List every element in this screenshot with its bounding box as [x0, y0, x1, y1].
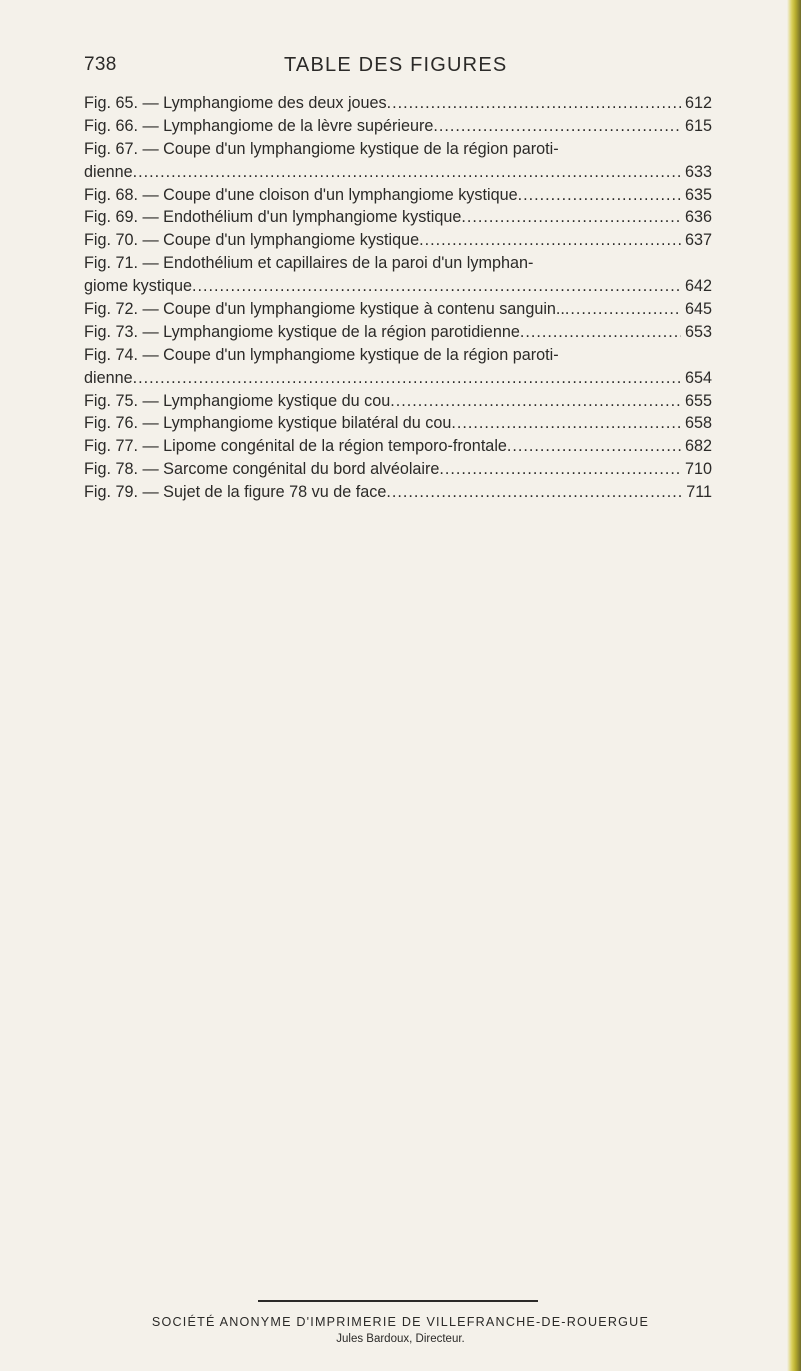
figure-entry-label: dienne — [84, 368, 133, 387]
figure-entry-label: Fig. 73. — Lymphangiome kystique de la région parotidienne — [84, 322, 520, 341]
dot-leader — [133, 369, 681, 388]
figure-entry — [84, 163, 712, 186]
dot-leader — [518, 186, 681, 205]
figure-entry — [84, 323, 712, 346]
figure-entry — [84, 483, 712, 506]
dot-leader — [451, 414, 681, 433]
figure-entry-label: Fig. 68. — Coupe d'une cloison d'un lymphangiome kystique — [84, 185, 518, 204]
dot-leader — [439, 460, 681, 479]
figure-entry — [84, 254, 712, 277]
figure-entry — [84, 117, 712, 140]
figure-entry-page: 642 — [684, 277, 712, 296]
figure-entry — [84, 346, 712, 369]
figure-entry-page: 710 — [684, 460, 712, 479]
imprint-line2: Jules Bardoux, Directeur. — [336, 1333, 465, 1345]
figure-entry — [84, 369, 712, 392]
figure-entry-label: Fig. 71. — Endothélium et capillaires de la paroi d'un lymphan- — [84, 254, 534, 273]
figure-entry — [84, 208, 712, 231]
figure-entry-page: 633 — [684, 162, 712, 181]
figure-entry-label: Fig. 65. — Lymphangiome des deux joues — [84, 94, 387, 112]
page-edge — [787, 0, 801, 1371]
imprint-line1: SOCIÉTÉ ANONYME D'IMPRIMERIE DE VILLEFRANCHE-DE-ROUERGUE — [151, 1315, 650, 1329]
figure-entry — [84, 460, 712, 483]
figure-entry-label: giome kystique — [84, 277, 192, 296]
dot-leader — [565, 300, 681, 319]
dot-leader — [387, 94, 681, 113]
figure-entry-page: 612 — [684, 94, 712, 112]
figure-entry-page: 615 — [684, 116, 712, 135]
figure-entry-label: Fig. 67. — Coupe d'un lymphangiome kystique de la région paroti- — [84, 139, 559, 158]
figure-entry-page: 655 — [684, 391, 712, 410]
figure-entry-page: 636 — [684, 208, 712, 227]
figure-entry — [84, 414, 712, 437]
dot-leader — [133, 163, 681, 182]
figure-entry — [84, 437, 712, 460]
dot-leader — [507, 437, 681, 456]
figure-entry — [84, 94, 712, 117]
figure-entry — [84, 392, 712, 415]
figure-entry-label: Fig. 66. — Lymphangiome de la lèvre supérieure — [84, 116, 434, 135]
figure-entry-label: Fig. 77. — Lipome congénital de la région temporo-frontale — [84, 437, 507, 456]
figure-entry-label: Fig. 75. — Lymphangiome kystique du cou — [84, 391, 391, 410]
figure-entry-page: 653 — [684, 322, 712, 341]
figure-list — [84, 94, 712, 506]
dot-leader — [433, 117, 681, 136]
figure-entry-label: Fig. 78. — Sarcome congénital du bord alvéolaire — [84, 460, 440, 479]
figure-entry — [84, 277, 712, 300]
figure-entry-label: dienne — [84, 162, 133, 181]
figure-entry — [84, 300, 712, 323]
dot-leader — [461, 208, 681, 227]
figure-entry-page: 654 — [684, 368, 712, 387]
figure-entry-label: Fig. 70. — Coupe d'un lymphangiome kystique — [84, 231, 420, 250]
figure-entry-page: 658 — [684, 414, 712, 433]
figure-entry-page: 637 — [684, 231, 712, 250]
figure-entry — [84, 186, 712, 209]
figure-entry-page: 711 — [686, 483, 712, 502]
figure-entry-label: Fig. 74. — Coupe d'un lymphangiome kystique de la région paroti- — [84, 345, 559, 364]
running-title: TABLE DES FIGURES — [284, 54, 508, 76]
dot-leader — [419, 231, 681, 250]
figure-entry — [84, 140, 712, 163]
dot-leader — [520, 323, 681, 342]
figure-entry — [84, 231, 712, 254]
figure-entry-page: 635 — [684, 185, 712, 204]
figure-entry-label: Fig. 76. — Lymphangiome kystique bilatéral du cou — [84, 414, 452, 433]
figure-entry-page: 682 — [684, 437, 712, 456]
figure-entry-label: Fig. 69. — Endothélium d'un lymphangiome kystique — [84, 208, 462, 227]
dot-leader — [386, 483, 682, 502]
figure-entry-page: 645 — [684, 300, 712, 319]
figure-entry-label: Fig. 79. — Sujet de la figure 78 vu de face — [84, 483, 387, 502]
dot-leader — [390, 392, 681, 411]
page-header — [84, 54, 714, 84]
dot-leader — [192, 277, 681, 296]
imprint-rule — [258, 1300, 538, 1302]
figure-entry-label: Fig. 72. — Coupe d'un lymphangiome kystique à contenu sanguin.. — [84, 300, 565, 319]
page-number: 738 — [84, 54, 117, 75]
